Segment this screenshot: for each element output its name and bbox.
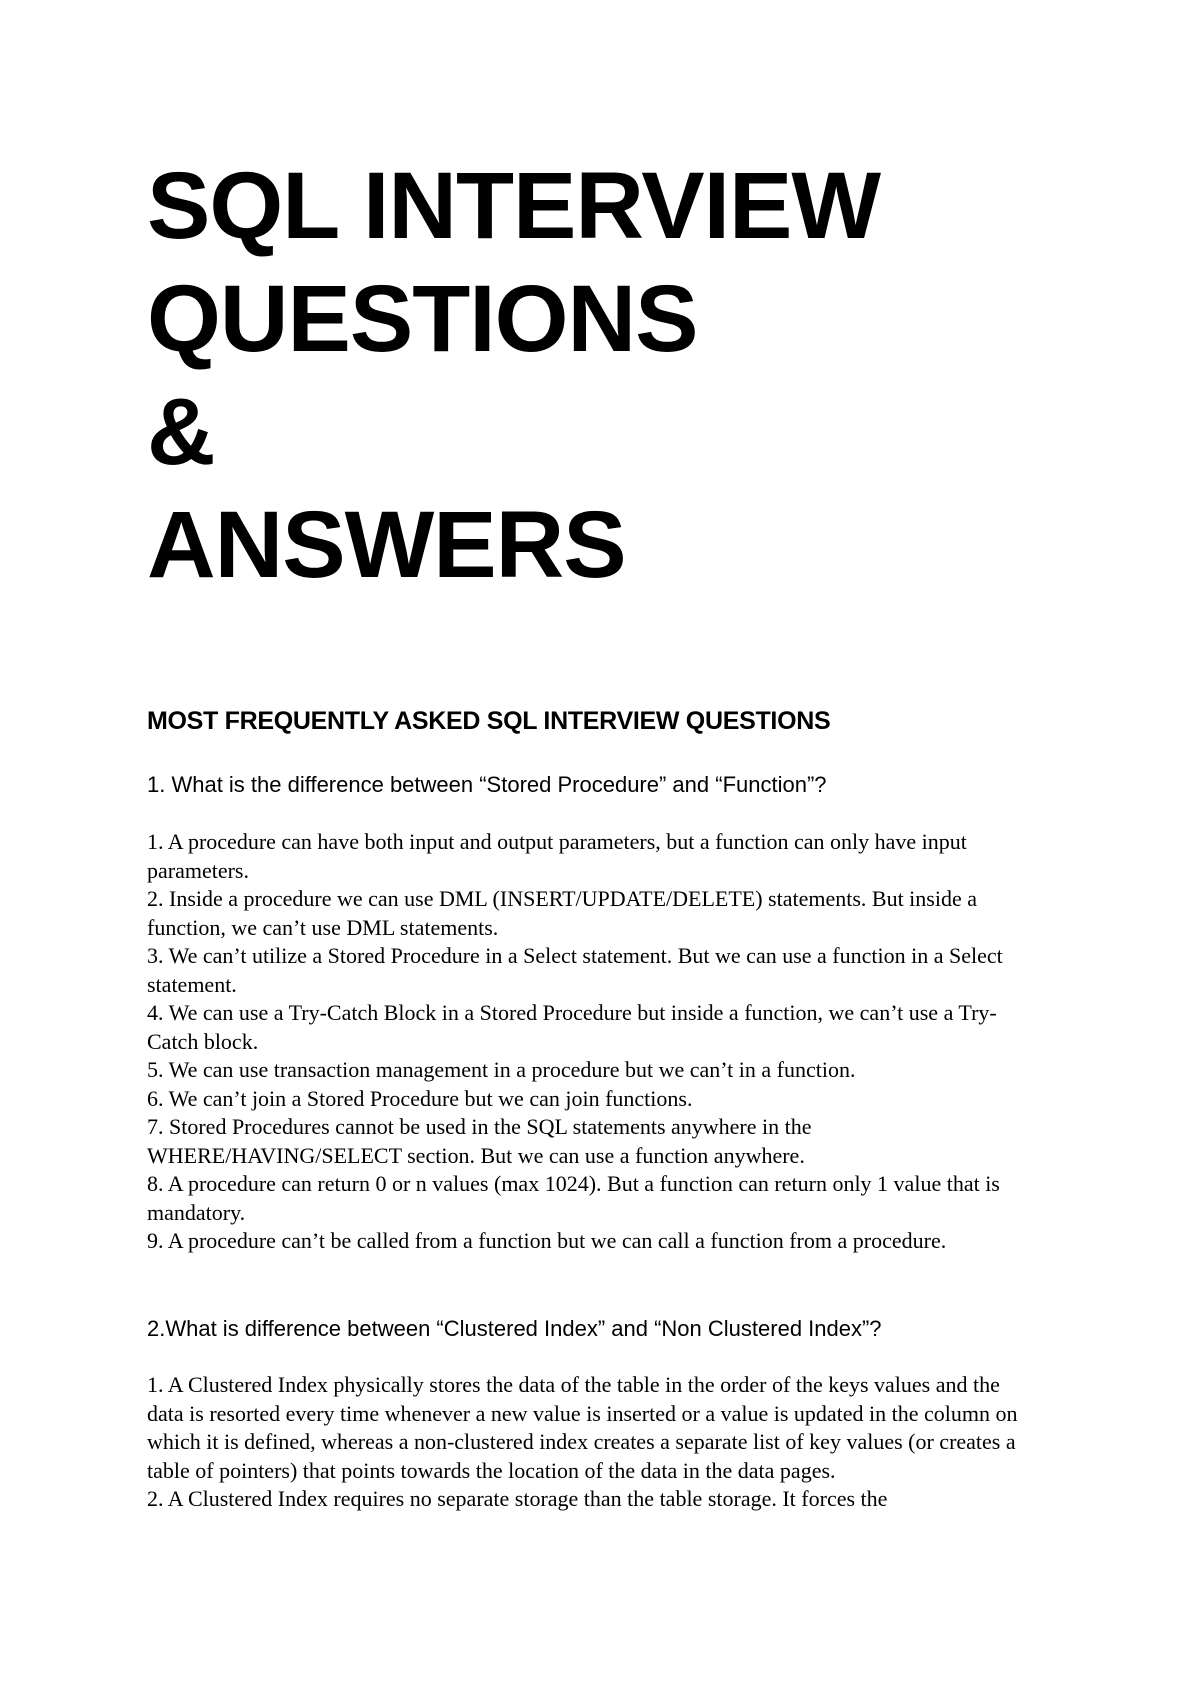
answer-item: 8. A procedure can return 0 or n values (max 1024). But a function can return only 1 value that is mandatory.	[147, 1171, 1000, 1225]
title-line: &	[147, 379, 215, 485]
answer-item: 2. A Clustered Index requires no separate storage than the table storage. It forces the	[147, 1486, 888, 1511]
answer-list	[147, 828, 1027, 1256]
answer-item: 7. Stored Procedures cannot be used in the SQL statements anywhere in the WHERE/HAVING/SELECT section. But we can use a function anywhere.	[147, 1114, 812, 1168]
document-title	[147, 150, 880, 602]
answer-item: 9. A procedure can’t be called from a function but we can call a function from a procedure.	[147, 1228, 947, 1253]
title-line: SQL INTERVIEW	[147, 153, 881, 259]
answer-list	[147, 1371, 1027, 1514]
answer-item: 6. We can’t join a Stored Procedure but we can join functions.	[147, 1085, 693, 1111]
answer-item: 2. Inside a procedure we can use DML (INSERT/UPDATE/DELETE) statements. But inside a function, we can’t use DML statements.	[147, 886, 977, 940]
title-line: ANSWERS	[147, 492, 626, 598]
answer-item: 3. We can’t utilize a Stored Procedure in a Select statement. But we can use a function in a Select statement.	[147, 943, 1003, 997]
question-heading: 2.What is difference between “Clustered Index” and “Non Clustered Index”?	[147, 1316, 882, 1341]
answer-item: 1. A Clustered Index physically stores the data of the table in the order of the keys values and the data is resorted every time whenever a new value is inserted or a value is updated in the column on which it is defined, whereas a non-clustered index creates a separate list of key values (or creates a table of pointers) that points towards the location of the data in the data pages.	[147, 1372, 1018, 1483]
answer-item: 1. A procedure can have both input and output parameters, but a function can only have input parameters.	[147, 829, 967, 883]
question-heading: 1. What is the difference between “Stored Procedure” and “Function”?	[147, 772, 827, 797]
answer-item: 5. We can use transaction management in a procedure but we can’t in a function.	[147, 1057, 856, 1082]
section-heading: MOST FREQUENTLY ASKED SQL INTERVIEW QUESTIONS	[147, 707, 831, 735]
title-line: QUESTIONS	[147, 266, 698, 372]
document-page	[147, 0, 1067, 1696]
answer-item: 4. We can use a Try-Catch Block in a Stored Procedure but inside a function, we can’t use a Try-Catch block.	[147, 1000, 997, 1054]
